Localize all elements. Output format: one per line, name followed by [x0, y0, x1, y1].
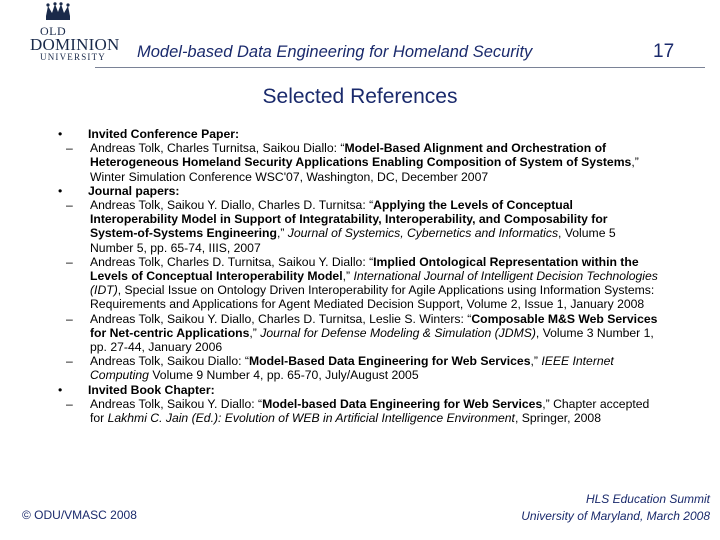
reference-text: ,”	[530, 354, 542, 369]
section-label: Invited Conference Paper:	[88, 127, 240, 141]
crown-icon	[44, 2, 72, 22]
reference-text: , Volume 3 Number 1, pp. 27-44, January 2006	[90, 325, 654, 355]
slide-title: Selected References	[262, 85, 458, 108]
reference-entry	[58, 312, 658, 355]
reference-title: Model-based Data Engineering for Web Services	[262, 396, 543, 411]
dash-marker: –	[66, 141, 73, 156]
reference-venue: Journal for Defense Modeling & Simulation (JDMS)	[260, 325, 536, 340]
reference-entry	[58, 198, 658, 255]
bullet-marker: •	[58, 382, 63, 397]
reference-title: Applying the Levels of Conceptual Interoperability Model in Support of Integratability, Interoperability, and Composability for System-of-Systems Engineering	[90, 198, 608, 241]
reference-title: Composable M&S Web Services for Net-centric Applications	[90, 311, 658, 340]
university-logo	[30, 2, 126, 64]
reference-text: ,” Chapter accepted for	[90, 396, 650, 426]
logo-line-university: UNIVERSITY	[40, 52, 106, 62]
reference-text: Andreas Tolk, Saikou Y. Diallo: “	[90, 396, 263, 411]
reference-text: Andreas Tolk, Charles Turnitsa, Saikou Diallo: “	[90, 141, 345, 156]
header-title: Model-based Data Engineering for Homeland Security	[137, 43, 533, 61]
dash-marker: –	[66, 311, 73, 326]
reference-entry	[58, 354, 658, 382]
reference-venue: Lakhmi C. Jain (Ed.): Evolution of WEB in Artificial Intelligence Environment	[107, 411, 515, 426]
footer-copyright: © ODU/VMASC 2008	[22, 508, 137, 522]
reference-text: , Special Issue on Ontology Driven Interoperability for Agile Applications using Information Systems: Requirements and Applications for Agent Mediated Decision Support, Volume 2, Issue 1, January 2008	[90, 283, 655, 312]
dash-marker: –	[66, 198, 73, 213]
reference-section	[58, 127, 658, 141]
reference-text: Andreas Tolk, Saikou Y. Diallo, Charles D. Turnitsa: “	[90, 198, 374, 213]
reference-entry	[58, 255, 658, 312]
reference-text: Andreas Tolk, Saikou Y. Diallo, Charles D. Turnitsa, Leslie S. Winters: “	[90, 311, 472, 326]
dash-marker: –	[66, 396, 73, 411]
bullet-marker: •	[58, 127, 63, 141]
reference-title: Model-Based Data Engineering for Web Services	[248, 354, 531, 369]
reference-text: , Springer, 2008	[514, 411, 601, 426]
reference-entry	[58, 141, 658, 184]
footer-event	[521, 491, 710, 525]
reference-text: Andreas Tolk, Charles D. Turnitsa, Saikou Y. Diallo: “	[90, 254, 374, 269]
references-list	[58, 127, 658, 425]
footer-event-venue: University of Maryland, March 2008	[521, 509, 710, 523]
logo-line-old: OLD	[40, 24, 67, 38]
section-label: Journal papers:	[88, 183, 180, 198]
reference-venue: Journal of Systemics, Cybernetics and Informatics	[287, 226, 559, 241]
reference-text: Andreas Tolk, Saikou Diallo: “	[90, 354, 249, 369]
footer-event-name: HLS Education Summit	[585, 492, 710, 506]
reference-text: ,”	[249, 325, 261, 340]
bullet-marker: •	[58, 183, 63, 198]
reference-text: , Volume 5 Number 5, pp. 65-74, IIIS, 2007	[90, 226, 616, 255]
reference-title: Implied Ontological Representation within the Levels of Conceptual Interoperability Model	[90, 254, 639, 284]
reference-title: Model-Based Alignment and Orchestration of Heterogeneous Homeland Security Applications Enabling Composition of System of Systems	[90, 141, 632, 170]
reference-text: Volume 9 Number 4, pp. 65-70, July/August 2005	[148, 368, 419, 383]
dash-marker: –	[66, 354, 73, 369]
reference-text: ,”	[342, 269, 354, 284]
reference-section	[58, 383, 658, 397]
header-divider	[95, 67, 705, 68]
reference-section	[58, 184, 658, 198]
slide-number: 17	[653, 41, 675, 62]
logo-line-dominion: DOMINION	[30, 35, 120, 54]
section-label: Invited Book Chapter:	[88, 382, 215, 397]
reference-text: ,”	[276, 226, 288, 241]
reference-entry	[58, 397, 658, 425]
reference-venue: International Journal of Intelligent Decision Technologies (IDT)	[90, 269, 658, 298]
reference-text: ,” Winter Simulation Conference WSC'07, Washington, DC, December 2007	[90, 155, 639, 184]
reference-venue: IEEE Internet Computing	[90, 354, 614, 383]
dash-marker: –	[66, 254, 73, 269]
